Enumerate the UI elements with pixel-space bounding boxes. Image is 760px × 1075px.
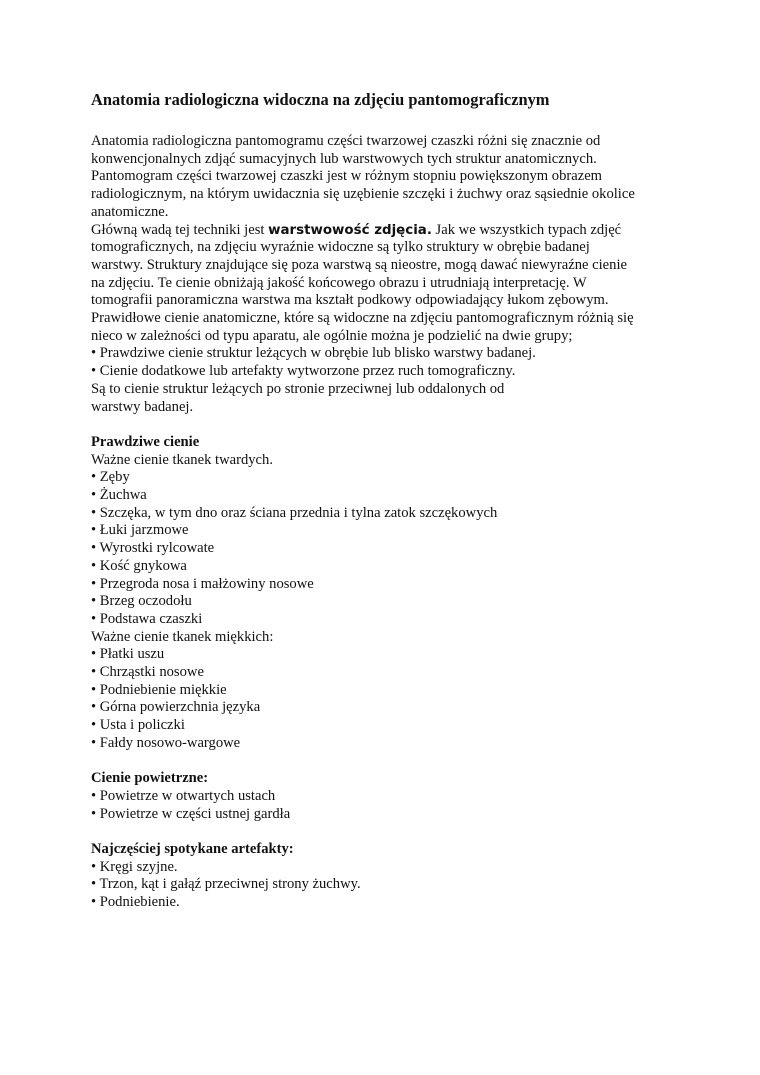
list-item: • Chrząstki nosowe bbox=[91, 664, 204, 681]
intro-line: radiologicznym, na którym uwidacznia się uzębienie szczęki i żuchwy oraz sąsiednie okolice bbox=[91, 186, 635, 203]
intro-paragraph bbox=[91, 133, 681, 222]
body-line: nieco w zależności od typu aparatu, ale ogólnie można je podzielić na dwie grupy; bbox=[91, 327, 573, 344]
body-line: • Cienie dodatkowe lub artefakty wytworzone przez ruch tomograficzny. bbox=[91, 363, 516, 380]
list-item: • Brzeg oczodołu bbox=[91, 593, 192, 610]
list-item: • Fałdy nosowo-wargowe bbox=[91, 734, 241, 751]
wada-bold-phrase: warstwowość zdjęcia. bbox=[268, 222, 432, 238]
list-item: • Powietrze w otwartych ustach bbox=[91, 787, 276, 804]
list-item: • Zęby bbox=[91, 469, 130, 486]
list-item: • Żuchwa bbox=[91, 487, 147, 504]
list-item: • Płatki uszu bbox=[91, 646, 165, 663]
list-item: • Usta i policzki bbox=[91, 717, 185, 734]
spacer bbox=[91, 753, 681, 771]
soft-tissue-label: Ważne cienie tkanek miękkich: bbox=[91, 628, 274, 645]
list-item: • Górna powierzchnia języka bbox=[91, 699, 261, 716]
list-item: • Podniebienie. bbox=[91, 894, 180, 911]
section-heading: Najczęściej spotykane artefakty: bbox=[91, 841, 294, 858]
body-line: na zdjęciu. Te cienie obniżają jakość końcowego obrazu i utrudniają interpretację. W bbox=[91, 274, 587, 291]
spacer bbox=[91, 823, 681, 841]
hard-tissue-label: Ważne cienie tkanek twardych. bbox=[91, 451, 273, 468]
list-item: • Kręgi szyjne. bbox=[91, 858, 178, 875]
body-line: tomograficznych, na zdjęciu wyraźnie widoczne są tylko struktury w obrębie badanej bbox=[91, 239, 590, 256]
wada-text-before: Główną wadą tej techniki jest bbox=[91, 221, 269, 238]
body-line: tomografii panoramiczna warstwa ma kształt podkowy odpowiadający łukom zębowym. bbox=[91, 292, 609, 309]
spacer bbox=[91, 416, 681, 434]
intro-line: konwencjonalnych zdjąć sumacyjnych lub warstwowych tych struktur anatomicznych. bbox=[91, 150, 597, 167]
list-item: • Wyrostki rylcowate bbox=[91, 540, 215, 557]
body-line: warstwy. Struktury znajdujące się poza warstwą są nieostre, mogą dawać niewyraźne cienie bbox=[91, 256, 627, 273]
body-paragraph bbox=[91, 239, 681, 416]
intro-line: anatomiczne. bbox=[91, 203, 169, 220]
artifacts-section bbox=[91, 841, 681, 912]
wada-text-after: Jak we wszystkich typach zdjęć bbox=[431, 221, 622, 238]
section-heading: Cienie powietrzne: bbox=[91, 770, 209, 787]
intro-line: Anatomia radiologiczna pantomogramu części twarzowej czaszki różni się znacznie od bbox=[91, 133, 601, 149]
body-line: Prawidłowe cienie anatomiczne, które są widoczne na zdjęciu pantomograficznym różnią się bbox=[91, 310, 634, 327]
list-item: • Podniebienie miękkie bbox=[91, 681, 227, 698]
list-item: • Kość gnykowa bbox=[91, 557, 187, 574]
list-item: • Przegroda nosa i małżowiny nosowe bbox=[91, 575, 314, 592]
list-item: • Trzon, kąt i gałąź przeciwnej strony żuchwy. bbox=[91, 876, 361, 893]
document-page bbox=[91, 90, 681, 912]
air-shadows-section bbox=[91, 770, 681, 823]
true-shadows-section bbox=[91, 434, 681, 753]
list-item: • Powietrze w części ustnej gardła bbox=[91, 805, 291, 822]
list-item: • Łuki jarzmowe bbox=[91, 522, 189, 539]
body-line: Są to cienie struktur leżących po stronie przeciwnej lub oddalonych od bbox=[91, 380, 505, 397]
list-item: • Podstawa czaszki bbox=[91, 610, 203, 627]
list-item: • Szczęka, w tym dno oraz ściana przednia i tylna zatok szczękowych bbox=[91, 504, 498, 521]
wada-line bbox=[91, 222, 681, 240]
document-title: Anatomia radiologiczna widoczna na zdjęciu pantomograficznym bbox=[91, 90, 550, 109]
section-heading: Prawdziwe cienie bbox=[91, 433, 200, 450]
intro-line: Pantomogram części twarzowej czaszki jest w różnym stopniu powiększonym obrazem bbox=[91, 168, 603, 185]
body-line: warstwy badanej. bbox=[91, 398, 194, 415]
body-line: • Prawdziwe cienie struktur leżących w obrębie lub blisko warstwy badanej. bbox=[91, 345, 536, 362]
